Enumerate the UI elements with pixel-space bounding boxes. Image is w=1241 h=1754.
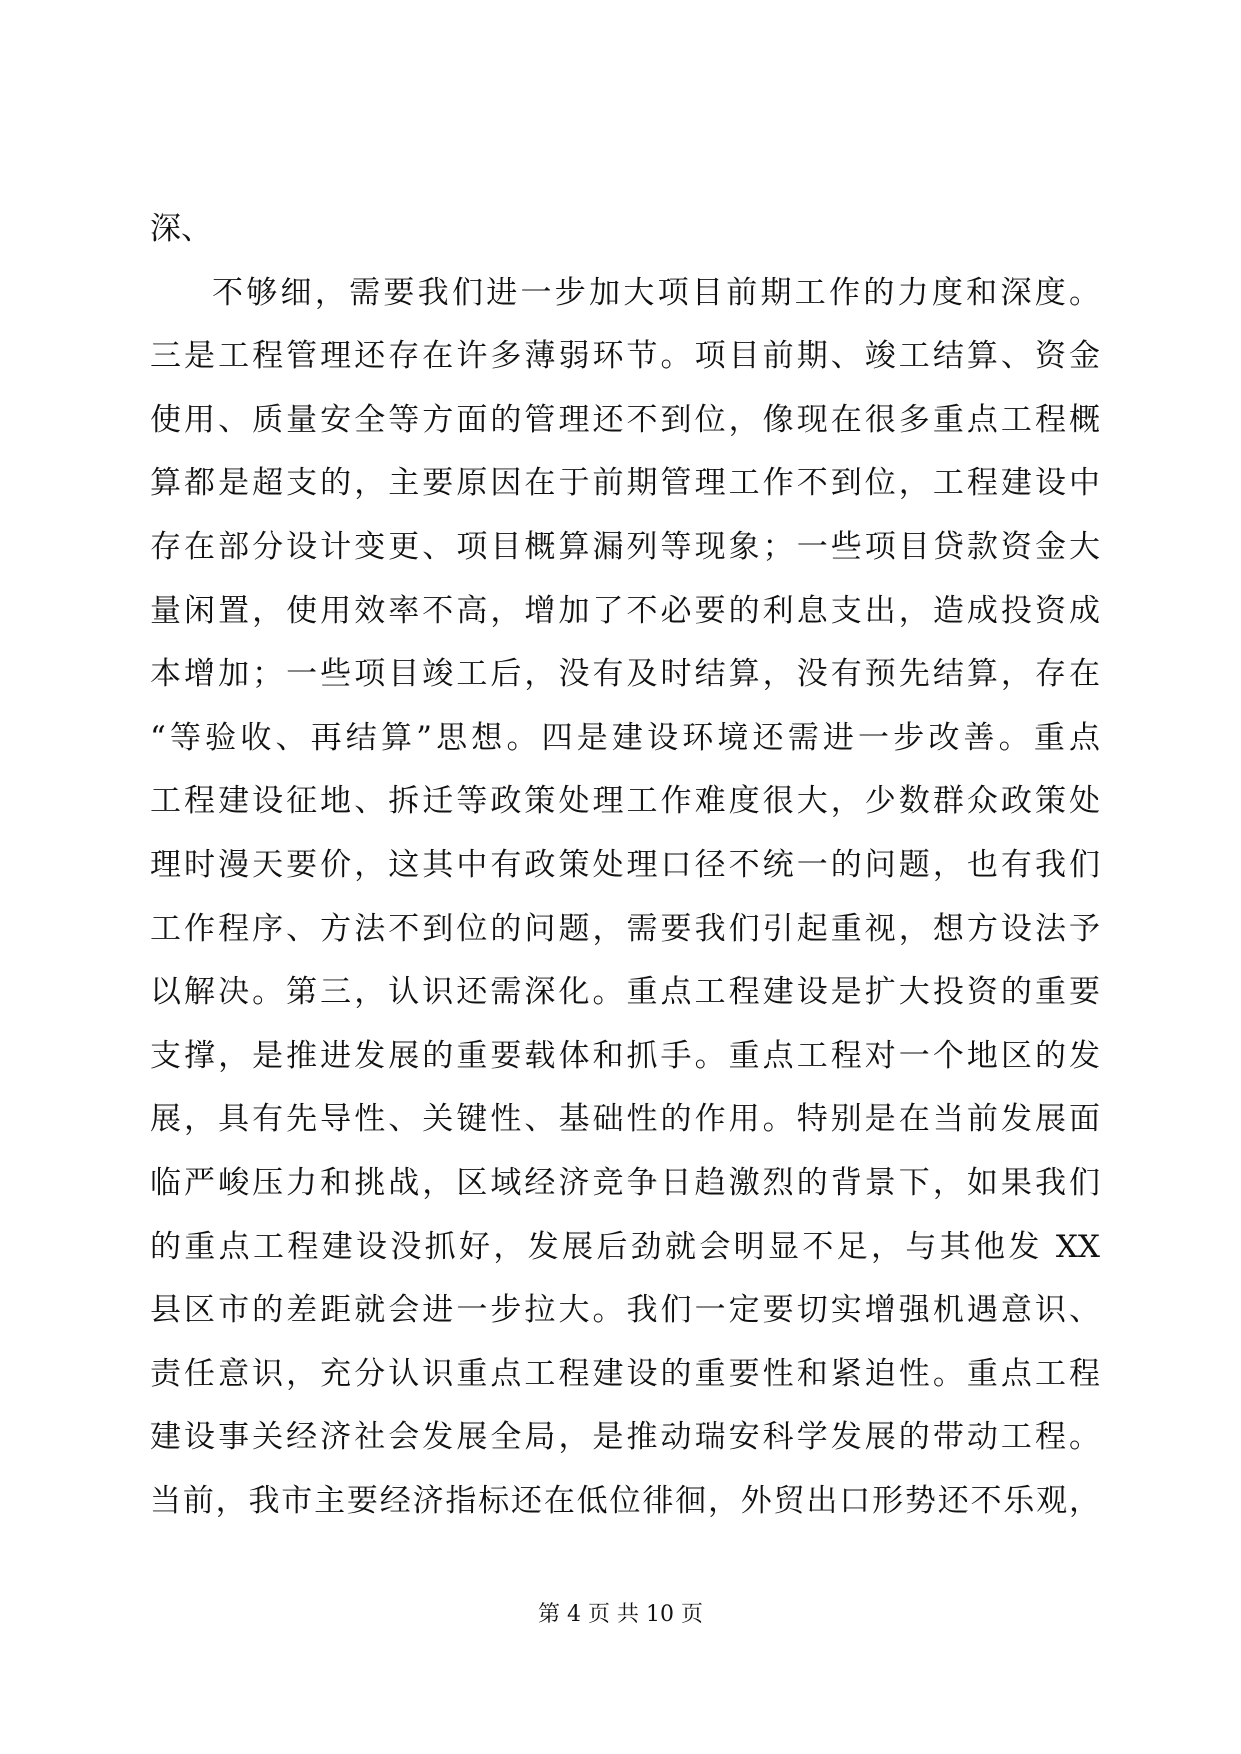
text-line: 建设事关经济社会发展全局，是推动瑞安科学发展的带动工程。 xyxy=(150,1419,1100,1456)
text-line: 工程建设征地、拆迁等政策处理工作难度很大，少数群众政策处 xyxy=(150,783,1100,820)
text-line: 使用、质量安全等方面的管理还不到位，像现在很多重点工程概 xyxy=(150,401,1100,438)
text-line: 临严峻压力和挑战，区域经济竞争日趋激烈的背景下，如果我们 xyxy=(150,1164,1100,1201)
text-line: 量闲置，使用效率不高，增加了不必要的利息支出，造成投资成 xyxy=(150,592,1100,629)
text-line: 工作程序、方法不到位的问题，需要我们引起重视，想方设法予 xyxy=(150,910,1100,947)
text-line: 支撑，是推进发展的重要载体和抓手。重点工程对一个地区的发 xyxy=(150,1037,1100,1074)
page-number-footer: 第 4 页 共 10 页 xyxy=(538,1602,703,1627)
text-line: 存在部分设计变更、项目概算漏列等现象；一些项目贷款资金大 xyxy=(150,528,1100,565)
text-line: 以解决。第三，认识还需深化。重点工程建设是扩大投资的重要 xyxy=(150,974,1100,1011)
text-line: 县区市的差距就会进一步拉大。我们一定要切实增强机遇意识、 xyxy=(150,1292,1100,1329)
text-line: “等验收、再结算”思想。四是建设环境还需进一步改善。重点 xyxy=(150,719,1100,756)
text-line: 责任意识，充分认识重点工程建设的重要性和紧迫性。重点工程 xyxy=(150,1355,1100,1392)
text-line: 的重点工程建设没抓好，发展后劲就会明显不足，与其他发 XX xyxy=(150,1228,1100,1265)
text-line: 算都是超支的，主要原因在于前期管理工作不到位，工程建设中 xyxy=(150,465,1100,502)
text-line: 深、 xyxy=(150,211,212,247)
text-line: 本增加；一些项目竣工后，没有及时结算，没有预先结算，存在 xyxy=(150,656,1100,693)
text-line: 当前，我市主要经济指标还在低位徘徊，外贸出口形势还不乐观， xyxy=(150,1482,1100,1519)
text-line: 理时漫天要价，这其中有政策处理口径不统一的问题，也有我们 xyxy=(150,846,1100,883)
text-line: 三是工程管理还存在许多薄弱环节。项目前期、竣工结算、资金 xyxy=(150,338,1100,375)
text-line: 展，具有先导性、关键性、基础性的作用。特别是在当前发展面 xyxy=(150,1101,1100,1138)
body-text xyxy=(150,198,1100,1533)
text-line: 不够细，需要我们进一步加大项目前期工作的力度和深度。 xyxy=(212,274,1100,311)
